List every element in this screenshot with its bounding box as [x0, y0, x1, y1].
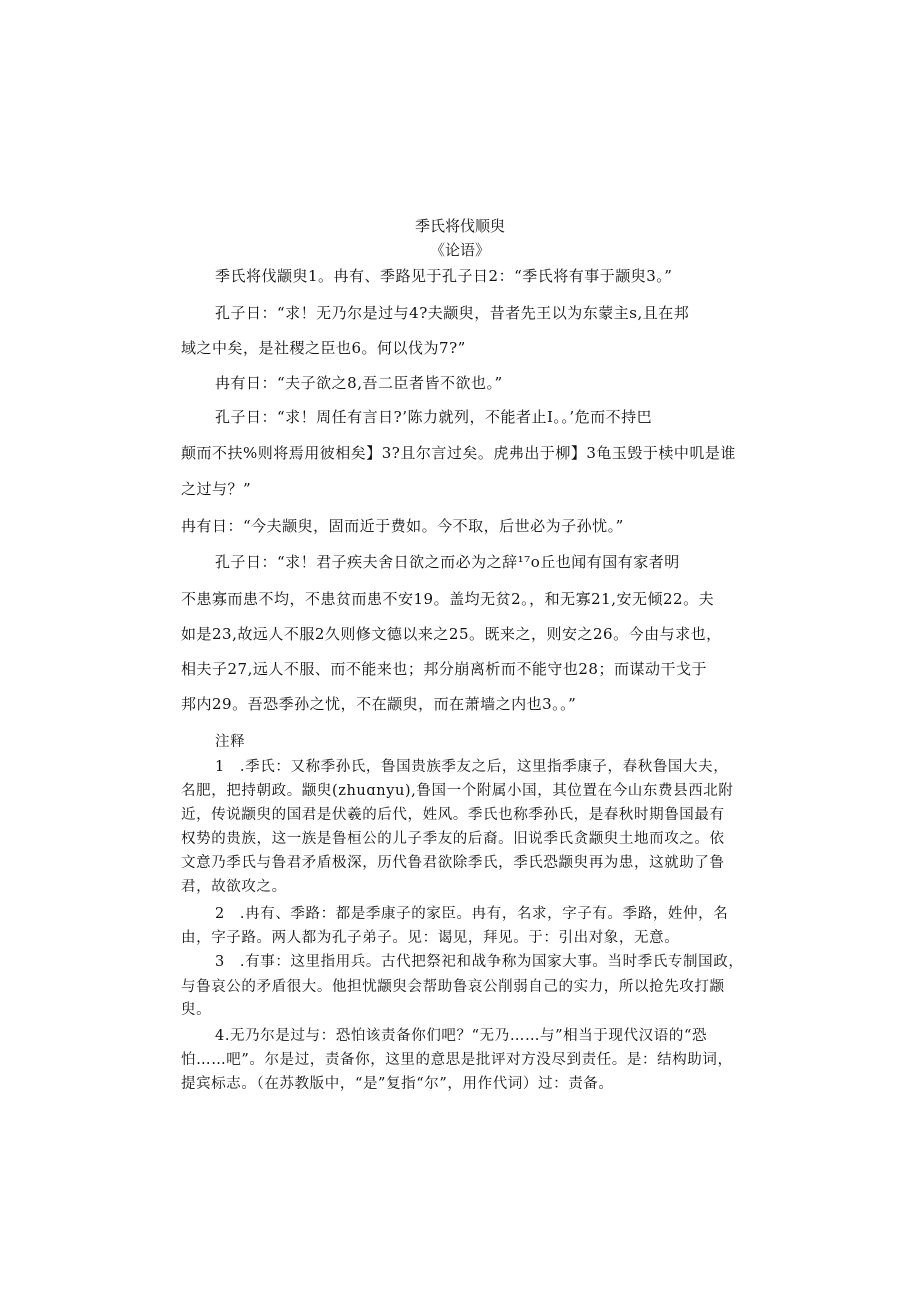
- note-line: 4.无乃尔是过与：恐怕该责备你们吧？“无乃……与”相当于现代汉语的“恐: [215, 1028, 708, 1044]
- text-line: 孔子日：“求！周任有言日?’陈力就列，不能者止I。。’危而不持巴: [215, 408, 653, 426]
- document-source: 《论语》: [429, 241, 490, 259]
- text-line: 冉有日：“今夫颛臾，固而近于费如。今不取，后世必为子孙忧。”: [181, 517, 624, 535]
- note-line: 近，传说颛臾的国君是伏羲的后代，姓风。季氏也称季孙氏，是春秋时期鲁国最有: [181, 807, 725, 823]
- document-title: 季氏将伐顺臾: [414, 217, 505, 235]
- note-line: 2 .冉有、季路：都是季康子的家臣。冉有，名求，字子有。季路，姓仲，名: [215, 906, 729, 922]
- text-line: 之过与？”: [181, 480, 252, 498]
- note-line: 3 .有事：这里指用兵。古代把祭祀和战争称为国家大事。当时季氏专制国政，: [215, 954, 744, 970]
- note-line: 1 .季氏：又称季孙氏，鲁国贵族季友之后，这里指季康子，春秋鲁国大夫，: [215, 759, 729, 775]
- text-line: 冉有日：“夫子欲之8,吾二臣者皆不欲也。”: [215, 374, 503, 392]
- text-line: 域之中矣，是社稷之臣也6。何以伐为7?”: [181, 339, 466, 357]
- note-line: 权势的贵族，这一族是鲁桓公的儿子季友的后裔。旧说季氏贪颛臾土地而攻之。依: [181, 831, 725, 847]
- text-line: 颠而不扶%则将焉用彼相矣】3?且尔言过矣。虎弗出于柳】3龟玉毁于椟中叽是谁: [181, 444, 736, 462]
- note-line: 与鲁哀公的矛盾很大。他担忧颛臾会帮助鲁哀公削弱自己的实力，所以抢先攻打颛: [181, 979, 725, 995]
- note-line: 由，字子路。两人都为孔子弟子。见：谒见，拜见。于：引出对象，无意。: [181, 930, 680, 946]
- note-line: 君，故欲攻之。: [181, 879, 287, 895]
- note-line: 提宾标志。（在苏教版中，“是”复指“尔”，用作代词）过：责备。: [181, 1076, 614, 1092]
- text-line: 如是23,故远人不服2久则修文德以来之25。既来之，则安之26。今由与求也，: [181, 625, 722, 643]
- note-line: 臾。: [181, 1002, 212, 1018]
- text-line: 孔子日：“求！君子疾夫舍日欲之而必为之辞¹⁷o丘也闻有国有家者明: [215, 553, 680, 571]
- text-line: 季氏将伐颛臾1。冉有、季路见于孔子日2：“季氏将有事于颛臾3。”: [215, 267, 673, 285]
- note-line: 怕……吧”。尔是过，责备你，这里的意思是批评对方没尽到责任。是：结构助词，: [181, 1052, 733, 1068]
- text-line: 邦内29。吾恐季孙之忧，不在颛臾，而在萧墙之内也3。。”: [181, 695, 577, 713]
- text-line: 孔子日：“求！无乃尔是过与4?夫颛臾，昔者先王以为东蒙主s,且在邦: [215, 304, 690, 322]
- text-line: 不患寡而患不均，不患贫而患不安19。盖均无贫2。，和无寡21,安无倾22。夫: [181, 590, 715, 608]
- text-line: 相夫子27,远人不服、而不能来也；邦分崩离析而不能守也28；而谋动干戈于: [181, 660, 707, 678]
- notes-heading: 注释: [215, 734, 246, 750]
- note-line: 文意乃季氏与鲁君矛盾极深，历代鲁君欲除季氏，季氏恐颛臾再为患，这就助了鲁: [181, 855, 725, 871]
- note-line: 名肥，把持朝政。颛臾(zhuɑnyu),鲁国一个附属小国，其位置在今山东费县西北附: [181, 783, 734, 799]
